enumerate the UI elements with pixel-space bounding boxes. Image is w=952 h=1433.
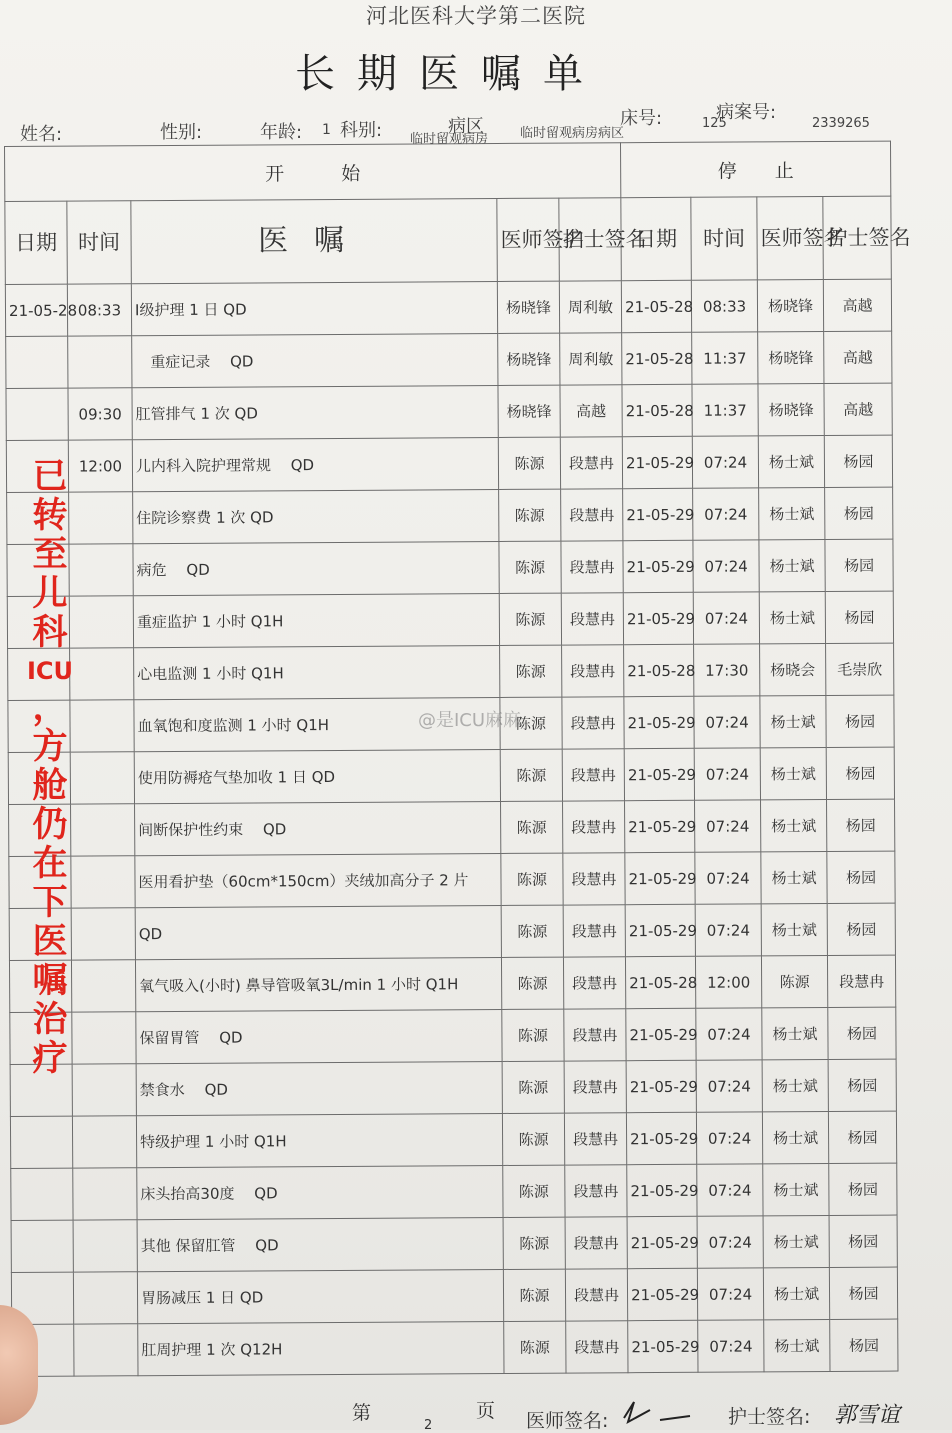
row-stop-date: 21-05-29 xyxy=(626,1112,696,1164)
orders-table xyxy=(4,141,911,1377)
table-row xyxy=(9,903,895,960)
row-order: 间断保护性约束 QD xyxy=(135,801,501,855)
row-doctor-signature: 陈源 xyxy=(503,1217,565,1269)
row-stop-time: 11:37 xyxy=(692,384,758,436)
row-stop-nurse-signature: 杨园 xyxy=(829,1163,897,1215)
row-doctor-signature: 陈源 xyxy=(499,489,561,541)
table-row xyxy=(9,851,895,908)
annotation-char: 至 xyxy=(32,535,68,575)
page-suffix: 页 xyxy=(476,1400,496,1422)
annotation-char: 科 xyxy=(32,613,68,653)
row-stop-nurse-signature: 杨园 xyxy=(829,1215,897,1267)
row-stop-date: 21-05-29 xyxy=(625,852,695,904)
row-time xyxy=(72,1012,136,1064)
row-nurse-signature: 段慧冉 xyxy=(563,957,625,1009)
row-stop-doctor-signature: 陈源 xyxy=(762,955,828,1007)
row-order: Ⅰ级护理 1 日 QD xyxy=(131,281,497,335)
row-doctor-signature: 杨晓锋 xyxy=(498,333,560,385)
table-row xyxy=(12,1319,898,1376)
row-order: 特级护理 1 小时 Q1H xyxy=(136,1113,502,1167)
row-order: 心电监测 1 小时 Q1H xyxy=(134,645,500,699)
row-stop-nurse-signature: 杨园 xyxy=(824,435,892,487)
row-doctor-signature: 陈源 xyxy=(500,749,562,801)
row-stop-date: 21-05-29 xyxy=(627,1216,697,1268)
table-row xyxy=(10,1007,896,1064)
row-time xyxy=(74,1324,138,1376)
row-nurse-signature: 段慧冉 xyxy=(561,541,623,593)
row-stop-date: 21-05-29 xyxy=(624,748,694,800)
row-stop-nurse-signature: 杨园 xyxy=(828,1007,896,1059)
row-stop-date: 21-05-29 xyxy=(627,1268,697,1320)
row-doctor-signature: 陈源 xyxy=(498,437,560,489)
row-order: 氧气吸入(小时) 鼻导管吸氧3L/min 1 小时 Q1H xyxy=(135,957,501,1011)
row-stop-doctor-signature: 杨晓锋 xyxy=(758,383,824,435)
table-row xyxy=(6,331,892,388)
table-row xyxy=(10,1059,896,1116)
row-stop-nurse-signature: 段慧冉 xyxy=(828,955,896,1007)
row-stop-time: 07:24 xyxy=(693,540,759,592)
row-stop-nurse-signature: 杨园 xyxy=(830,1319,898,1371)
row-order: 医用看护垫（60cm*150cm）夹绒加高分子 2 片 xyxy=(135,853,501,907)
row-order: 床头抬高30度 QD xyxy=(137,1165,503,1219)
table-row xyxy=(7,539,893,596)
row-time xyxy=(71,856,135,908)
row-stop-time: 07:24 xyxy=(697,1164,763,1216)
row-stop-doctor-signature: 杨士斌 xyxy=(761,799,827,851)
row-stop-time: 07:24 xyxy=(695,852,761,904)
row-order: 儿内科入院护理常规 QD xyxy=(132,437,498,491)
row-stop-doctor-signature: 杨士斌 xyxy=(761,851,827,903)
row-time: 09:30 xyxy=(68,388,132,440)
row-nurse-signature: 段慧冉 xyxy=(565,1269,627,1321)
row-stop-nurse-signature: 高越 xyxy=(824,383,892,435)
row-time xyxy=(71,960,135,1012)
row-stop-nurse-signature: 高越 xyxy=(823,279,891,331)
col-header-doctor-signature: 医师签名 xyxy=(497,198,560,281)
row-stop-doctor-signature: 杨士斌 xyxy=(763,1163,829,1215)
row-stop-doctor-signature: 杨士斌 xyxy=(761,903,827,955)
name-label: 姓名: xyxy=(20,124,63,145)
row-date xyxy=(11,1220,73,1272)
row-time xyxy=(72,1064,136,1116)
age-value: 1 xyxy=(322,122,331,138)
document-title: 长期医嘱单 xyxy=(295,51,605,97)
row-time xyxy=(71,804,135,856)
row-time xyxy=(68,336,132,388)
row-stop-nurse-signature: 杨园 xyxy=(825,539,893,591)
row-stop-date: 21-05-29 xyxy=(623,488,693,540)
row-date: 21-05-28 xyxy=(5,284,67,336)
row-stop-nurse-signature: 杨园 xyxy=(827,799,895,851)
row-stop-nurse-signature: 杨园 xyxy=(826,747,894,799)
doctor-signature-label: 医师签名: xyxy=(526,1410,609,1432)
table-row xyxy=(10,1111,896,1168)
row-stop-time: 07:24 xyxy=(692,436,758,488)
row-stop-date: 21-05-29 xyxy=(622,436,692,488)
row-stop-doctor-signature: 杨士斌 xyxy=(759,539,825,591)
row-stop-doctor-signature: 杨士斌 xyxy=(763,1215,829,1267)
row-order: 住院诊察费 1 次 QD xyxy=(133,489,499,543)
row-stop-date: 21-05-28 xyxy=(621,280,691,332)
row-stop-doctor-signature: 杨士斌 xyxy=(762,1111,828,1163)
row-stop-nurse-signature: 杨园 xyxy=(828,1059,896,1111)
row-stop-time: 07:24 xyxy=(695,800,761,852)
stop-group-header: 停 止 xyxy=(621,141,891,198)
row-nurse-signature: 段慧冉 xyxy=(563,801,625,853)
annotation-char: 儿 xyxy=(32,574,68,614)
annotation-char: ， xyxy=(32,688,68,728)
row-order: 肛管排气 1 次 QD xyxy=(132,385,498,439)
row-stop-time: 12:00 xyxy=(696,956,762,1008)
nurse-signature-label: 护士签名: xyxy=(728,1406,811,1428)
table-row xyxy=(8,643,894,700)
col-header-stop-doctor-signature: 医师签名 xyxy=(757,196,824,279)
row-stop-time: 17:30 xyxy=(694,644,760,696)
row-stop-doctor-signature: 杨士斌 xyxy=(759,487,825,539)
row-stop-time: 07:24 xyxy=(696,1060,762,1112)
gender-label: 性别: xyxy=(160,122,203,143)
table-row xyxy=(6,383,892,440)
row-nurse-signature: 段慧冉 xyxy=(566,1321,628,1373)
row-order: 重症记录 QD xyxy=(132,333,498,387)
row-order: 病危 QD xyxy=(133,541,499,595)
row-time xyxy=(71,908,135,960)
ward-label: 病区 xyxy=(448,116,484,137)
row-nurse-signature: 段慧冉 xyxy=(564,1113,626,1165)
row-stop-time: 07:24 xyxy=(697,1268,763,1320)
row-stop-date: 21-05-29 xyxy=(623,540,693,592)
table-row xyxy=(11,1163,897,1220)
row-stop-date: 21-05-28 xyxy=(622,384,692,436)
row-order: 禁食水 QD xyxy=(136,1061,502,1115)
row-stop-time: 07:24 xyxy=(694,748,760,800)
table-row xyxy=(8,747,894,804)
row-stop-date: 21-05-29 xyxy=(625,904,695,956)
row-stop-doctor-signature: 杨士斌 xyxy=(763,1267,829,1319)
row-stop-nurse-signature: 毛崇欣 xyxy=(826,643,894,695)
ward-value: 临时留观病房病区 xyxy=(520,126,625,141)
row-stop-time: 07:24 xyxy=(694,696,760,748)
row-order: 血氧饱和度监测 1 小时 Q1H xyxy=(134,697,500,751)
row-stop-nurse-signature: 杨园 xyxy=(828,1111,896,1163)
row-stop-nurse-signature: 高越 xyxy=(824,331,892,383)
row-date xyxy=(10,1116,72,1168)
row-order: 使用防褥疮气垫加收 1 日 QD xyxy=(134,749,500,803)
row-doctor-signature: 陈源 xyxy=(501,957,563,1009)
row-stop-nurse-signature: 杨园 xyxy=(826,695,894,747)
col-header-order: 医嘱 xyxy=(131,198,498,283)
row-order: 胃肠减压 1 日 QD xyxy=(137,1269,503,1323)
row-nurse-signature: 段慧冉 xyxy=(562,697,624,749)
row-nurse-signature: 周利敏 xyxy=(560,333,622,385)
row-time xyxy=(69,596,133,648)
order-rows xyxy=(5,279,898,1376)
row-doctor-signature: 陈源 xyxy=(501,853,563,905)
page-prefix: 第 xyxy=(352,1402,372,1424)
row-stop-date: 21-05-28 xyxy=(626,956,696,1008)
row-time xyxy=(73,1220,137,1272)
row-doctor-signature: 陈源 xyxy=(500,697,562,749)
row-doctor-signature: 陈源 xyxy=(502,1113,564,1165)
row-time: 12:00 xyxy=(68,440,132,492)
bed-label: 床号: xyxy=(620,108,663,129)
annotation-char: 在 xyxy=(32,844,68,884)
table-row xyxy=(6,435,892,492)
annotation-char: 舱 xyxy=(32,766,68,806)
row-time: 08:33 xyxy=(67,284,131,336)
table-row xyxy=(11,1267,897,1324)
row-doctor-signature: 陈源 xyxy=(501,801,563,853)
row-stop-time: 07:24 xyxy=(695,904,761,956)
row-stop-doctor-signature: 杨士斌 xyxy=(760,695,826,747)
row-time xyxy=(69,492,133,544)
row-stop-doctor-signature: 杨晓锋 xyxy=(758,331,824,383)
table-row xyxy=(9,955,895,1012)
row-date xyxy=(6,336,68,388)
row-stop-nurse-signature: 杨园 xyxy=(825,487,893,539)
hospital-name: 河北医科大学第二医院 xyxy=(366,4,586,28)
annotation-char: 下 xyxy=(32,883,68,923)
row-stop-date: 21-05-29 xyxy=(627,1164,697,1216)
row-order: 保留胃管 QD xyxy=(136,1009,502,1063)
row-stop-doctor-signature: 杨士斌 xyxy=(764,1319,830,1371)
row-stop-time: 07:24 xyxy=(693,592,759,644)
col-header-date: 日期 xyxy=(5,201,68,284)
row-stop-date: 21-05-29 xyxy=(626,1008,696,1060)
row-nurse-signature: 段慧冉 xyxy=(565,1165,627,1217)
row-date xyxy=(6,388,68,440)
row-time xyxy=(73,1168,137,1220)
column-header-row xyxy=(5,196,892,284)
row-time xyxy=(70,700,134,752)
row-doctor-signature: 陈源 xyxy=(502,1061,564,1113)
watermark: @是ICU麻麻 xyxy=(418,710,522,731)
row-stop-doctor-signature: 杨士斌 xyxy=(762,1059,828,1111)
table-row xyxy=(5,279,891,336)
annotation-char: 嘱 xyxy=(32,961,68,1001)
row-doctor-signature: 陈源 xyxy=(499,541,561,593)
record-value: 2339265 xyxy=(812,116,870,131)
row-time xyxy=(73,1272,137,1324)
row-doctor-signature: 杨晓锋 xyxy=(498,385,560,437)
row-nurse-signature: 段慧冉 xyxy=(560,437,622,489)
row-stop-date: 21-05-28 xyxy=(624,644,694,696)
row-stop-time: 07:24 xyxy=(697,1216,763,1268)
row-stop-time: 08:33 xyxy=(691,280,757,332)
row-stop-doctor-signature: 杨晓会 xyxy=(760,643,826,695)
row-time xyxy=(70,648,134,700)
row-stop-time: 07:24 xyxy=(696,1008,762,1060)
table-row xyxy=(7,591,893,648)
annotation-char: 仍 xyxy=(32,805,68,845)
row-stop-nurse-signature: 杨园 xyxy=(829,1267,897,1319)
row-nurse-signature: 段慧冉 xyxy=(564,1061,626,1113)
row-doctor-signature: 陈源 xyxy=(502,1009,564,1061)
row-stop-doctor-signature: 杨士斌 xyxy=(762,1007,828,1059)
row-nurse-signature: 高越 xyxy=(560,385,622,437)
row-stop-date: 21-05-29 xyxy=(625,800,695,852)
row-nurse-signature: 段慧冉 xyxy=(563,905,625,957)
col-header-nurse-signature: 护士签名 xyxy=(559,198,622,281)
row-stop-nurse-signature: 杨园 xyxy=(827,903,895,955)
row-nurse-signature: 段慧冉 xyxy=(561,489,623,541)
col-header-stop-date: 日期 xyxy=(621,197,692,280)
row-stop-time: 07:24 xyxy=(698,1320,764,1372)
row-stop-date: 21-05-29 xyxy=(626,1060,696,1112)
table-row xyxy=(7,487,893,544)
annotation-char: 已 xyxy=(32,457,68,497)
department-label: 科别: xyxy=(340,120,383,141)
row-time xyxy=(70,752,134,804)
row-order: QD xyxy=(135,905,501,959)
annotation-char: 方 xyxy=(32,727,68,767)
row-nurse-signature: 段慧冉 xyxy=(564,1009,626,1061)
row-stop-date: 21-05-29 xyxy=(628,1320,698,1372)
row-doctor-signature: 陈源 xyxy=(501,905,563,957)
row-order: 重症监护 1 小时 Q1H xyxy=(133,593,499,647)
annotation-char: 治 xyxy=(32,1000,68,1040)
row-stop-date: 21-05-29 xyxy=(623,592,693,644)
row-nurse-signature: 周利敏 xyxy=(559,281,621,333)
doctor-signature xyxy=(620,1396,710,1426)
row-stop-date: 21-05-29 xyxy=(624,696,694,748)
page-number: 2 xyxy=(424,1418,433,1433)
bed-value: 125 xyxy=(702,116,727,131)
annotation-char: 医 xyxy=(32,922,68,962)
row-nurse-signature: 段慧冉 xyxy=(562,749,624,801)
start-group-header: 开 始 xyxy=(5,143,621,202)
page-footer xyxy=(0,1392,952,1433)
row-stop-nurse-signature: 杨园 xyxy=(825,591,893,643)
row-nurse-signature: 段慧冉 xyxy=(563,853,625,905)
red-annotation xyxy=(24,458,76,1079)
row-stop-nurse-signature: 杨园 xyxy=(827,851,895,903)
row-time xyxy=(72,1116,136,1168)
col-header-stop-time: 时间 xyxy=(691,197,758,280)
row-nurse-signature: 段慧冉 xyxy=(562,645,624,697)
row-doctor-signature: 杨晓锋 xyxy=(497,281,559,333)
row-stop-doctor-signature: 杨士斌 xyxy=(758,435,824,487)
row-stop-date: 21-05-28 xyxy=(622,332,692,384)
nurse-signature: 郭雪谊 xyxy=(834,1403,901,1428)
age-label: 年龄: xyxy=(260,122,303,143)
row-doctor-signature: 陈源 xyxy=(503,1269,565,1321)
table-row xyxy=(11,1215,897,1272)
table-row xyxy=(9,799,895,856)
row-doctor-signature: 陈源 xyxy=(504,1321,566,1373)
annotation-char: ICU xyxy=(26,657,74,685)
row-order: 肛周护理 1 次 Q12H xyxy=(138,1321,504,1375)
row-time xyxy=(69,544,133,596)
col-header-stop-nurse-signature: 护士签名 xyxy=(823,196,892,279)
row-stop-time: 07:24 xyxy=(696,1112,762,1164)
row-nurse-signature: 段慧冉 xyxy=(565,1217,627,1269)
row-nurse-signature: 段慧冉 xyxy=(561,593,623,645)
row-stop-doctor-signature: 杨晓锋 xyxy=(757,279,823,331)
record-label: 病案号: xyxy=(716,102,777,123)
row-stop-doctor-signature: 杨士斌 xyxy=(760,747,826,799)
doctor-signature-scribble-icon xyxy=(620,1396,710,1428)
row-stop-doctor-signature: 杨士斌 xyxy=(759,591,825,643)
row-date xyxy=(11,1168,73,1220)
row-doctor-signature: 陈源 xyxy=(500,645,562,697)
col-header-time: 时间 xyxy=(67,201,132,284)
annotation-char: 疗 xyxy=(32,1039,68,1079)
row-doctor-signature: 陈源 xyxy=(499,593,561,645)
annotation-char: 转 xyxy=(32,496,68,536)
row-stop-time: 07:24 xyxy=(693,488,759,540)
row-stop-time: 11:37 xyxy=(692,332,758,384)
department-value: 临时留观病房 xyxy=(410,132,489,147)
row-order: 其他 保留肛管 QD xyxy=(137,1217,503,1271)
row-doctor-signature: 陈源 xyxy=(503,1165,565,1217)
